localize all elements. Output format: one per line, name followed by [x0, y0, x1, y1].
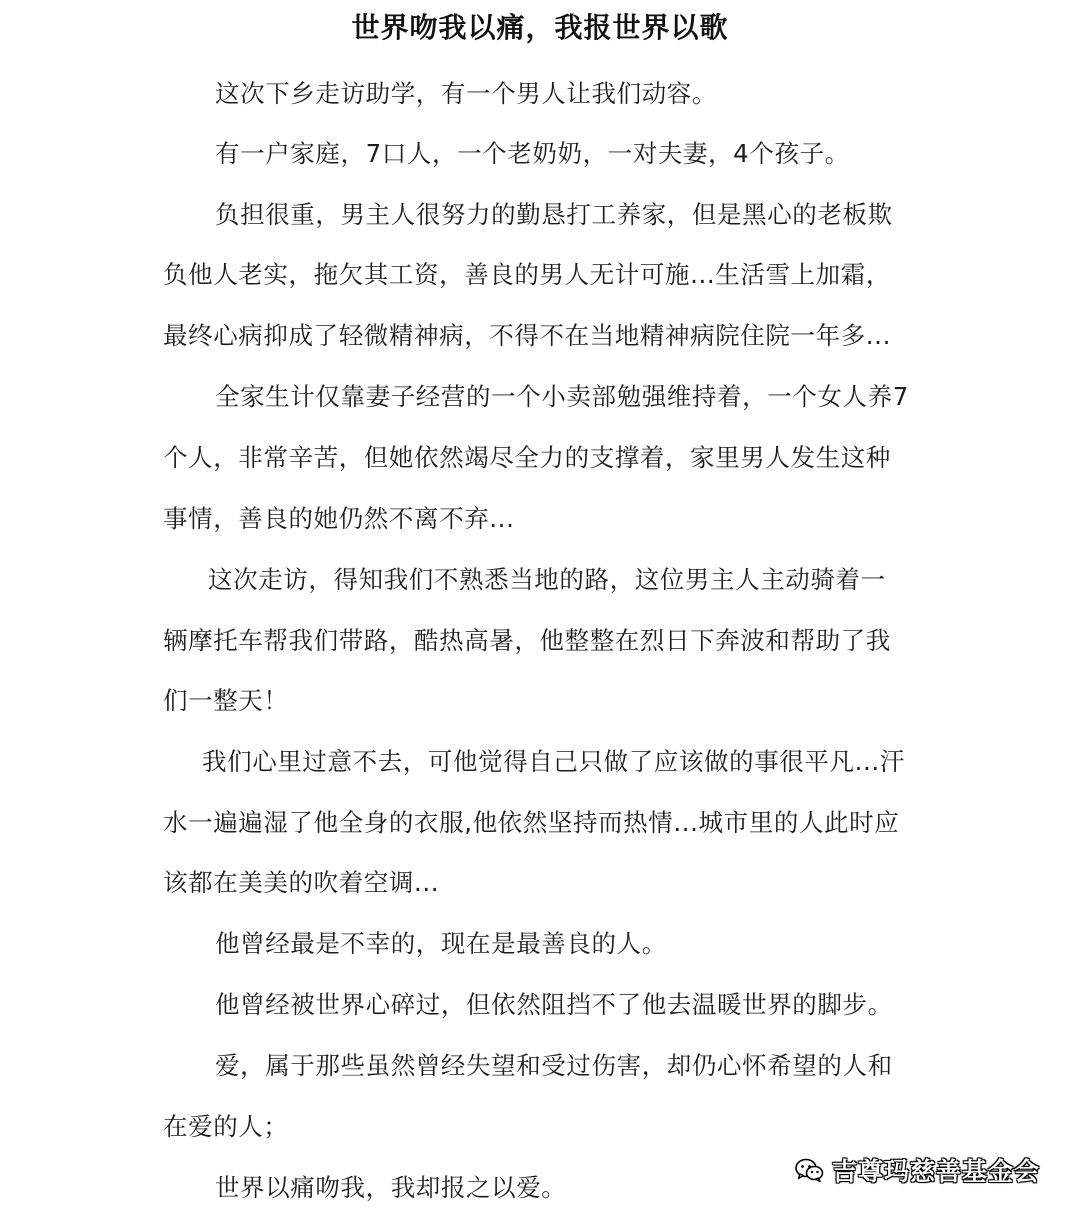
text-line: 他曾经被世界心碎过，但依然阻挡不了他去温暖世界的脚步。 [215, 990, 893, 1019]
document-title: 世界吻我以痛，我报世界以歌 [351, 11, 729, 44]
text-line: 爱，属于那些虽然曾经失望和受过伤害，却仍心怀希望的人和 [215, 1051, 893, 1080]
text-line: 事情，善良的她仍然不离不弃... [163, 504, 515, 533]
text-line: 全家生计仅靠妻子经营的一个小卖部勉强维持着，一个女人养7 [215, 382, 909, 411]
watermark-text: 吉尊玛慈善基金会 [832, 1157, 1041, 1186]
text-line: 个人，非常辛苦，但她依然竭尽全力的支撑着，家里男人发生这种 [163, 443, 891, 472]
text-line: 世界以痛吻我，我却报之以爱。 [215, 1173, 567, 1202]
text-line: 我们心里过意不去，可他觉得自己只做了应该做的事很平凡...汗 [202, 747, 905, 776]
text-line: 在爱的人； [163, 1112, 289, 1141]
wechat-icon [794, 1157, 824, 1183]
text-line: 这次走访，得知我们不熟悉当地的路，这位男主人主动骑着一 [208, 565, 886, 594]
watermark [794, 1150, 1040, 1190]
text-line: 这次下乡走访助学，有一个男人让我们动容。 [215, 79, 717, 108]
text-line: 最终心病抑成了轻微精神病，不得不在当地精神病院住院一年多... [163, 321, 891, 350]
text-line: 有一户家庭，7口人，一个老奶奶，一对夫妻，4个孩子。 [215, 139, 850, 168]
text-line: 他曾经最是不幸的，现在是最善良的人。 [215, 929, 667, 958]
text-line: 辆摩托车帮我们带路，酷热高暑，他整整在烈日下奔波和帮助了我 [163, 626, 891, 655]
text-line: 水一遍遍湿了他全身的衣服,他依然坚持而热情...城市里的人此时应 [163, 808, 900, 837]
text-line: 负担很重，男主人很努力的勤恳打工养家，但是黑心的老板欺 [215, 200, 893, 229]
text-line: 负他人老实，拖欠其工资，善良的男人无计可施...生活雪上加霜， [163, 260, 891, 289]
text-line: 该都在美美的吹着空调... [163, 868, 440, 897]
text-line: 们一整天！ [163, 686, 289, 715]
